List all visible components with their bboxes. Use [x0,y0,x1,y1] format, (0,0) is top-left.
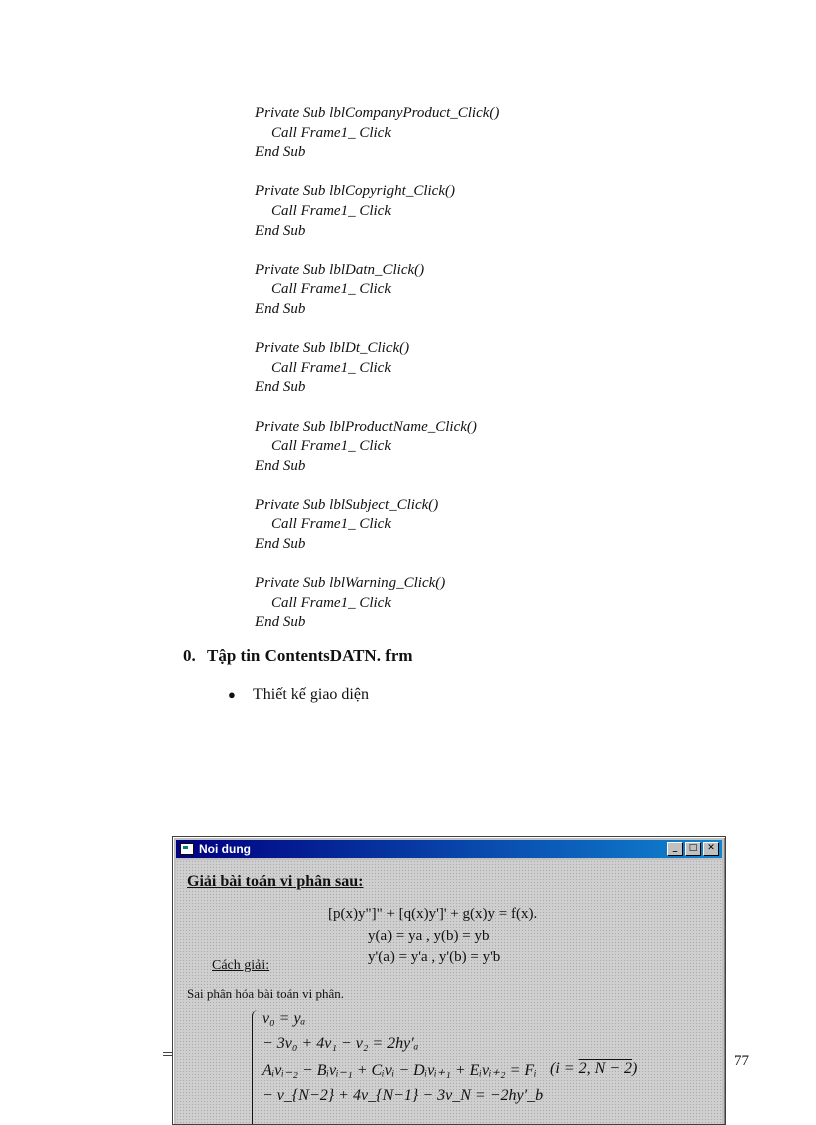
system-line: − 3v₀ + 4v₁ − v₂ = 2hy′ₐ [262,1035,419,1052]
close-button[interactable]: ✕ [703,842,719,856]
window-controls [665,842,719,856]
range-suffix: ) [632,1060,638,1077]
call-statement: Call Frame1_ Click [271,124,391,141]
range-value: 2, N − 2 [578,1060,633,1077]
window-titlebar [176,840,722,858]
sub-declaration: Private Sub lblDt_Click() [255,340,410,357]
brace-icon [252,1010,261,1125]
method-description: Sai phân hóa bài toán vi phân. [187,986,345,1001]
page-number: 77 [734,1053,749,1069]
equation-line: [p(x)y"]" + [q(x)y']' + g(x)y = f(x). [328,906,538,922]
maximize-button[interactable]: □ [685,842,701,856]
minimize-button[interactable]: _ [667,842,683,856]
code-block [255,339,655,398]
problem-heading: Giải bài toán vi phân sau: [187,873,364,890]
end-sub: End Sub [255,536,306,553]
sub-declaration: Private Sub lblCopyright_Click() [255,183,455,200]
code-block [255,261,655,320]
code-listing [255,104,655,633]
window-title: Noi dung [199,842,251,856]
end-sub: End Sub [255,144,306,161]
end-sub: End Sub [255,457,306,474]
index-range [550,1060,637,1078]
app-icon [180,843,194,855]
end-sub: End Sub [255,300,306,317]
system-line: − v_{N−2} + 4v_{N−1} − 3v_N = −2hy′_b [262,1087,544,1104]
window-content [176,860,722,1124]
equation-line: y(a) = ya , y(b) = yb [368,928,490,944]
end-sub: End Sub [255,222,306,239]
end-sub: End Sub [255,379,306,396]
call-statement: Call Frame1_ Click [271,594,391,611]
sub-declaration: Private Sub lblDatn_Click() [255,261,425,278]
equation-line: y'(a) = y'a , y'(b) = y'b [368,949,501,965]
section-number: 0. [183,646,196,665]
section-heading [183,646,413,666]
code-block [255,418,655,477]
method-label: Cách giải: [212,958,270,973]
call-statement: Call Frame1_ Click [271,438,391,455]
call-statement: Call Frame1_ Click [271,516,391,533]
code-block [255,182,655,241]
bullet-icon: ● [228,687,236,702]
footer-rule [163,1052,172,1053]
sub-declaration: Private Sub lblWarning_Click() [255,575,446,592]
code-block [255,104,655,163]
system-line: Aᵢvᵢ₋₂ − Bᵢvᵢ₋₁ + Cᵢvᵢ − Dᵢvᵢ₊₁ + Eᵢvᵢ₊₂ = Fᵢ [262,1062,537,1079]
bullet-item [228,686,369,704]
section-title: Tập tin ContentsDATN. frm [207,646,413,665]
code-block [255,496,655,555]
sub-declaration: Private Sub lblProductName_Click() [255,418,477,435]
range-prefix: (i = [550,1060,579,1077]
code-block [255,574,655,633]
call-statement: Call Frame1_ Click [271,359,391,376]
footer-rule [163,1055,172,1056]
sub-declaration: Private Sub lblCompanyProduct_Click() [255,105,500,121]
end-sub: End Sub [255,614,306,631]
call-statement: Call Frame1_ Click [271,202,391,219]
system-line: v₀ = yₐ [262,1010,306,1027]
call-statement: Call Frame1_ Click [271,281,391,298]
app-window-screenshot [172,836,726,1125]
sub-declaration: Private Sub lblSubject_Click() [255,496,439,513]
bullet-text: Thiết kế giao diện [253,686,369,703]
